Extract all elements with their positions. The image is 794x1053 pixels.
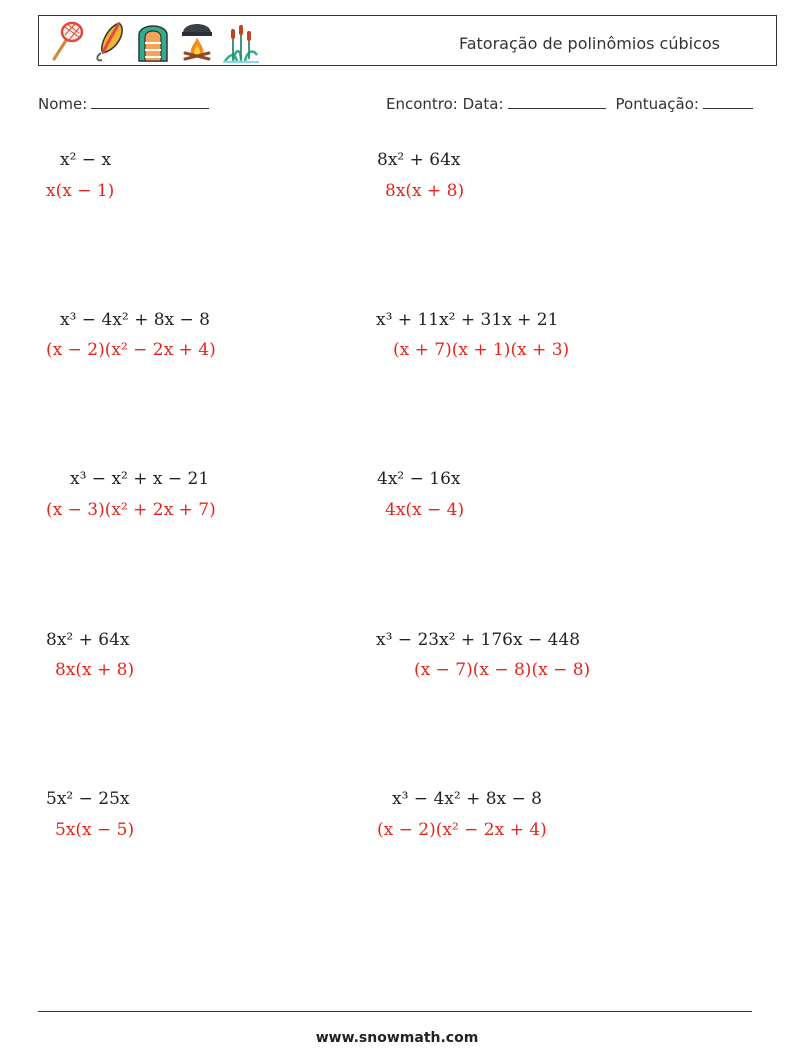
encounter-score-fields [386, 93, 753, 113]
campfire-pot-icon [177, 19, 217, 63]
header-icons [45, 19, 261, 63]
problem-answer: (x − 2)(x² − 2x + 4) [46, 340, 216, 360]
life-raft-icon [133, 19, 173, 63]
problem-answer: 8x(x + 8) [385, 181, 465, 201]
problem-question: 4x² − 16x [377, 469, 461, 489]
score-blank[interactable] [703, 93, 753, 109]
problem-question: 8x² + 64x [46, 630, 130, 650]
problem-answer: 4x(x − 4) [385, 500, 465, 520]
problem-question: x³ − 4x² + 8x − 8 [392, 789, 542, 809]
worksheet-title: Fatoração de polinômios cúbicos [458, 34, 720, 53]
butterfly-net-icon [45, 19, 85, 63]
problem-question: x³ − 23x² + 176x − 448 [376, 630, 581, 650]
problem-answer: (x − 2)(x² − 2x + 4) [377, 820, 547, 840]
name-field [38, 93, 209, 113]
footer-divider [38, 1011, 752, 1012]
problem-answer: (x + 7)(x + 1)(x + 3) [393, 340, 570, 360]
problem-question: x³ − 4x² + 8x − 8 [60, 310, 210, 330]
problem-question: 5x² − 25x [46, 789, 130, 809]
name-blank[interactable] [91, 93, 209, 109]
problem-answer: 5x(x − 5) [55, 820, 135, 840]
name-label: Nome: [38, 95, 88, 113]
fishing-lure-icon [89, 19, 129, 63]
problem-answer: 8x(x + 8) [55, 660, 135, 680]
problem-question: 8x² + 64x [377, 150, 461, 170]
cattails-icon [221, 19, 261, 63]
problem-answer: (x − 3)(x² + 2x + 7) [46, 500, 216, 520]
problem-answer: (x − 7)(x − 8)(x − 8) [414, 660, 591, 680]
problem-question: x² − x [60, 150, 112, 170]
footer-url[interactable]: www.snowmath.com [315, 1030, 479, 1046]
date-blank[interactable] [508, 93, 606, 109]
problem-question: x³ − x² + x − 21 [70, 469, 210, 489]
score-label: Pontuação: [615, 95, 699, 113]
encounter-date-label: Encontro: Data: [386, 95, 504, 113]
problem-answer: x(x − 1) [46, 181, 115, 201]
problem-question: x³ + 11x² + 31x + 21 [376, 310, 559, 330]
header-box [38, 15, 777, 66]
